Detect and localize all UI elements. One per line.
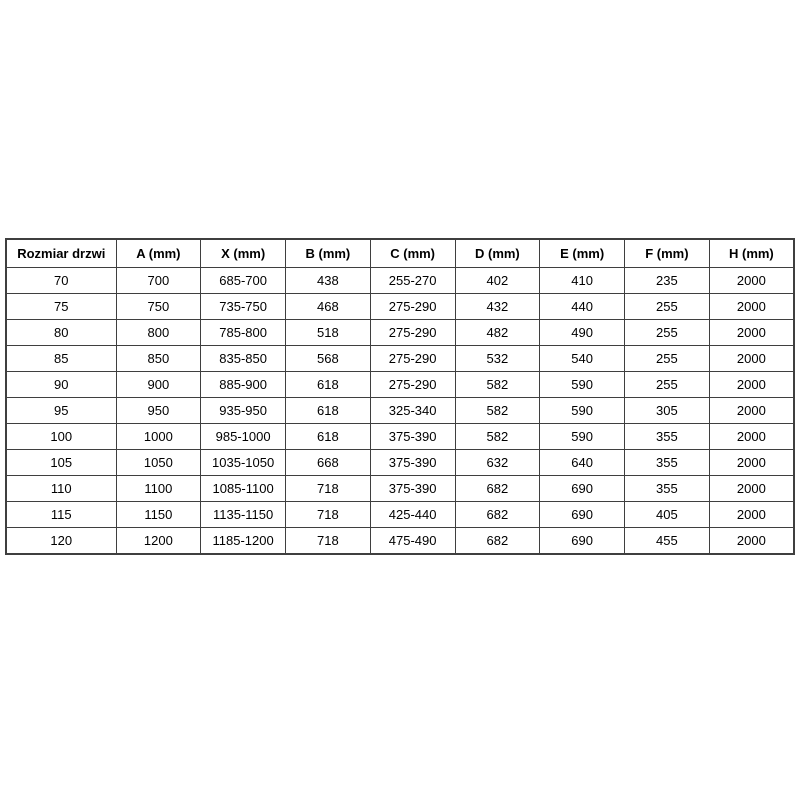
table-cell: 540 xyxy=(540,346,625,372)
table-cell: 110 xyxy=(6,476,116,502)
table-cell: 640 xyxy=(540,450,625,476)
table-cell: 475-490 xyxy=(370,528,455,555)
table-cell: 438 xyxy=(286,268,371,294)
table-cell: 690 xyxy=(540,476,625,502)
table-cell: 490 xyxy=(540,320,625,346)
table-cell: 850 xyxy=(116,346,201,372)
table-cell: 718 xyxy=(286,528,371,555)
table-row xyxy=(6,398,794,424)
table-cell: 1085-1100 xyxy=(201,476,286,502)
table-row xyxy=(6,294,794,320)
table-cell: 2000 xyxy=(709,528,794,555)
table-cell: 95 xyxy=(6,398,116,424)
table-cell: 375-390 xyxy=(370,450,455,476)
table-cell: 582 xyxy=(455,372,540,398)
table-cell: 355 xyxy=(625,450,710,476)
column-header: Rozmiar drzwi xyxy=(6,239,116,268)
table-cell: 482 xyxy=(455,320,540,346)
table-cell: 985-1000 xyxy=(201,424,286,450)
table-cell: 2000 xyxy=(709,424,794,450)
column-header: A (mm) xyxy=(116,239,201,268)
table-cell: 355 xyxy=(625,424,710,450)
table-cell: 685-700 xyxy=(201,268,286,294)
table-cell: 1035-1050 xyxy=(201,450,286,476)
table-row xyxy=(6,268,794,294)
column-header: C (mm) xyxy=(370,239,455,268)
table-cell: 468 xyxy=(286,294,371,320)
column-header: X (mm) xyxy=(201,239,286,268)
table-cell: 402 xyxy=(455,268,540,294)
table-cell: 618 xyxy=(286,372,371,398)
table-cell: 410 xyxy=(540,268,625,294)
table-row xyxy=(6,450,794,476)
table-cell: 255 xyxy=(625,346,710,372)
table-cell: 355 xyxy=(625,476,710,502)
table-cell: 440 xyxy=(540,294,625,320)
table-cell: 425-440 xyxy=(370,502,455,528)
table-cell: 275-290 xyxy=(370,294,455,320)
table-cell: 255 xyxy=(625,372,710,398)
table-row xyxy=(6,346,794,372)
table-body xyxy=(6,268,794,555)
table-cell: 105 xyxy=(6,450,116,476)
table-cell: 2000 xyxy=(709,320,794,346)
table-cell: 518 xyxy=(286,320,371,346)
table-cell: 1135-1150 xyxy=(201,502,286,528)
table-cell: 682 xyxy=(455,528,540,555)
table-cell: 2000 xyxy=(709,268,794,294)
table-cell: 405 xyxy=(625,502,710,528)
table-cell: 582 xyxy=(455,398,540,424)
table-cell: 100 xyxy=(6,424,116,450)
table-cell: 120 xyxy=(6,528,116,555)
table-cell: 950 xyxy=(116,398,201,424)
table-cell: 690 xyxy=(540,502,625,528)
dimensions-table-container xyxy=(5,238,795,555)
table-row xyxy=(6,502,794,528)
table-cell: 325-340 xyxy=(370,398,455,424)
table-cell: 305 xyxy=(625,398,710,424)
table-cell: 785-800 xyxy=(201,320,286,346)
table-cell: 1050 xyxy=(116,450,201,476)
table-cell: 70 xyxy=(6,268,116,294)
table-cell: 900 xyxy=(116,372,201,398)
table-cell: 2000 xyxy=(709,502,794,528)
column-header: B (mm) xyxy=(286,239,371,268)
table-row xyxy=(6,320,794,346)
table-cell: 590 xyxy=(540,372,625,398)
table-cell: 682 xyxy=(455,502,540,528)
table-cell: 375-390 xyxy=(370,424,455,450)
table-cell: 2000 xyxy=(709,372,794,398)
table-cell: 375-390 xyxy=(370,476,455,502)
table-cell: 275-290 xyxy=(370,346,455,372)
column-header: H (mm) xyxy=(709,239,794,268)
table-cell: 2000 xyxy=(709,398,794,424)
table-cell: 582 xyxy=(455,424,540,450)
table-cell: 432 xyxy=(455,294,540,320)
table-cell: 1100 xyxy=(116,476,201,502)
door-size-dimensions-table xyxy=(5,238,795,555)
table-cell: 885-900 xyxy=(201,372,286,398)
table-cell: 690 xyxy=(540,528,625,555)
table-cell: 85 xyxy=(6,346,116,372)
table-cell: 718 xyxy=(286,476,371,502)
column-header: D (mm) xyxy=(455,239,540,268)
table-cell: 2000 xyxy=(709,476,794,502)
column-header: F (mm) xyxy=(625,239,710,268)
table-cell: 590 xyxy=(540,398,625,424)
table-cell: 75 xyxy=(6,294,116,320)
table-row xyxy=(6,424,794,450)
table-cell: 668 xyxy=(286,450,371,476)
table-cell: 255 xyxy=(625,294,710,320)
table-cell: 682 xyxy=(455,476,540,502)
table-row xyxy=(6,372,794,398)
table-cell: 275-290 xyxy=(370,372,455,398)
table-cell: 275-290 xyxy=(370,320,455,346)
table-cell: 835-850 xyxy=(201,346,286,372)
table-cell: 735-750 xyxy=(201,294,286,320)
table-cell: 1150 xyxy=(116,502,201,528)
table-cell: 718 xyxy=(286,502,371,528)
table-cell: 2000 xyxy=(709,294,794,320)
table-cell: 800 xyxy=(116,320,201,346)
table-cell: 618 xyxy=(286,424,371,450)
table-cell: 235 xyxy=(625,268,710,294)
table-cell: 632 xyxy=(455,450,540,476)
table-row xyxy=(6,476,794,502)
table-cell: 255 xyxy=(625,320,710,346)
table-cell: 700 xyxy=(116,268,201,294)
table-row xyxy=(6,528,794,555)
table-cell: 750 xyxy=(116,294,201,320)
table-cell: 1000 xyxy=(116,424,201,450)
table-cell: 568 xyxy=(286,346,371,372)
column-header: E (mm) xyxy=(540,239,625,268)
table-cell: 618 xyxy=(286,398,371,424)
table-cell: 1185-1200 xyxy=(201,528,286,555)
table-cell: 590 xyxy=(540,424,625,450)
table-cell: 2000 xyxy=(709,346,794,372)
table-cell: 115 xyxy=(6,502,116,528)
table-cell: 255-270 xyxy=(370,268,455,294)
table-cell: 935-950 xyxy=(201,398,286,424)
table-cell: 532 xyxy=(455,346,540,372)
table-cell: 455 xyxy=(625,528,710,555)
header-row xyxy=(6,239,794,268)
table-cell: 80 xyxy=(6,320,116,346)
table-cell: 1200 xyxy=(116,528,201,555)
table-cell: 90 xyxy=(6,372,116,398)
table-cell: 2000 xyxy=(709,450,794,476)
